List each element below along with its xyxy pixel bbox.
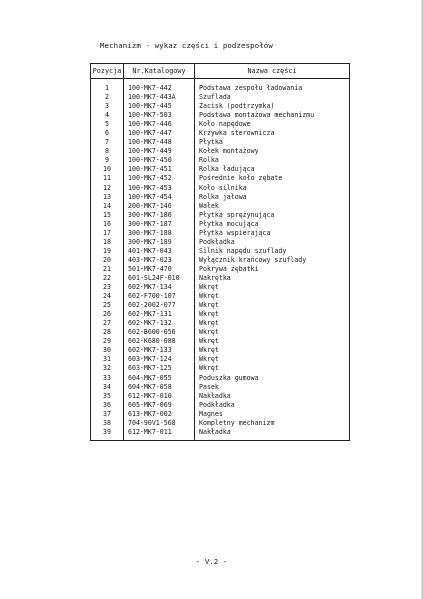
part-position: 28: [91, 328, 124, 337]
part-catalog-number: 300-MK7-189: [124, 238, 195, 247]
part-catalog-number: 612-MK7-011: [124, 428, 195, 441]
table-row: [91, 328, 350, 337]
part-catalog-number: 602-B600-056: [124, 328, 195, 337]
part-position: 7: [91, 138, 124, 147]
part-name: Podkładka: [195, 401, 350, 410]
part-position: 27: [91, 319, 124, 328]
part-catalog-number: 100-MK7-445: [124, 102, 195, 111]
part-position: 38: [91, 419, 124, 428]
part-name: Wkręt: [195, 364, 350, 373]
table-row: [91, 319, 350, 328]
part-catalog-number: 604-MK7-058: [124, 383, 195, 392]
table-row: [91, 410, 350, 419]
part-catalog-number: 100-MK7-448: [124, 138, 195, 147]
part-name: Wyłącznik krańcowy szuflady: [195, 256, 350, 265]
table-row: [91, 120, 350, 129]
column-header-name: Nazwa części: [195, 64, 350, 79]
part-name: Kołek montażowy: [195, 147, 350, 156]
part-name: Pasek: [195, 383, 350, 392]
part-position: 36: [91, 401, 124, 410]
part-position: 14: [91, 202, 124, 211]
part-position: 2: [91, 93, 124, 102]
part-catalog-number: 100-MK7-442: [124, 84, 195, 93]
table-row: [91, 165, 350, 174]
table-row: [91, 374, 350, 383]
part-position: 16: [91, 220, 124, 229]
part-catalog-number: 601-SL24F-010: [124, 274, 195, 283]
part-catalog-number: 603-MK7-124: [124, 355, 195, 364]
table-row: [91, 111, 350, 120]
part-name: Wkręt: [195, 328, 350, 337]
part-name: Rolka ładująca: [195, 165, 350, 174]
part-position: 5: [91, 120, 124, 129]
part-name: Koło napędowe: [195, 120, 350, 129]
part-catalog-number: 100-MK7-503: [124, 111, 195, 120]
part-catalog-number: 401-MK7-043: [124, 247, 195, 256]
part-catalog-number: 100-MK7-450: [124, 156, 195, 165]
table-row: [91, 229, 350, 238]
part-name: Podstawa zespołu ładowania: [195, 84, 350, 93]
part-catalog-number: 100-MK7-447: [124, 129, 195, 138]
part-position: 6: [91, 129, 124, 138]
part-position: 21: [91, 265, 124, 274]
part-catalog-number: 602-2002-077: [124, 301, 195, 310]
table-row: [91, 247, 350, 256]
table-row: [91, 383, 350, 392]
part-position: 34: [91, 383, 124, 392]
part-name: Szuflada: [195, 93, 350, 102]
table-row: [91, 174, 350, 183]
part-position: 32: [91, 364, 124, 373]
part-position: 35: [91, 392, 124, 401]
part-catalog-number: 602-F700-107: [124, 292, 195, 301]
table-row: [91, 138, 350, 147]
part-name: Wkręt: [195, 292, 350, 301]
part-name: Podkładka: [195, 238, 350, 247]
part-catalog-number: 100-MK7-453: [124, 184, 195, 193]
part-name: Wkręt: [195, 355, 350, 364]
part-position: 39: [91, 428, 124, 441]
part-catalog-number: 100-MK7-449: [124, 147, 195, 156]
parts-table: [90, 63, 350, 441]
table-row: [91, 428, 350, 441]
part-position: 29: [91, 337, 124, 346]
table-row: [91, 401, 350, 410]
part-catalog-number: 100-MK7-454: [124, 193, 195, 202]
part-name: Wkręt: [195, 283, 350, 292]
table-row: [91, 211, 350, 220]
part-name: Podstawa montażowa mechanizmu: [195, 111, 350, 120]
part-name: Rolka: [195, 156, 350, 165]
part-catalog-number: 704-90V1-568: [124, 419, 195, 428]
table-row: [91, 102, 350, 111]
part-name: Płytka: [195, 138, 350, 147]
part-position: 18: [91, 238, 124, 247]
table-row: [91, 292, 350, 301]
table-row: [91, 184, 350, 193]
part-position: 12: [91, 184, 124, 193]
table-row: [91, 93, 350, 102]
table-row: [91, 310, 350, 319]
part-name: Poduszka gumowa: [195, 374, 350, 383]
part-position: 17: [91, 229, 124, 238]
part-name: Wkręt: [195, 319, 350, 328]
column-header-position: Pozycja: [91, 64, 124, 79]
part-position: 33: [91, 374, 124, 383]
part-catalog-number: 200-MK7-146: [124, 202, 195, 211]
table-row: [91, 156, 350, 165]
part-position: 22: [91, 274, 124, 283]
part-catalog-number: 603-MK7-125: [124, 364, 195, 373]
table-row: [91, 392, 350, 401]
part-name: Wkręt: [195, 301, 350, 310]
part-name: Zacisk (podtrzymka): [195, 102, 350, 111]
table-row: [91, 193, 350, 202]
part-position: 37: [91, 410, 124, 419]
part-name: Silnik napędu szuflady: [195, 247, 350, 256]
part-name: Krzywka sterownicza: [195, 129, 350, 138]
part-catalog-number: 100-MK7-452: [124, 174, 195, 183]
part-catalog-number: 300-MK7-186: [124, 211, 195, 220]
table-row: [91, 301, 350, 310]
part-name: Pośrednie koło zębate: [195, 174, 350, 183]
part-position: 13: [91, 193, 124, 202]
page-number: - V.2 -: [195, 557, 228, 566]
part-position: 9: [91, 156, 124, 165]
part-position: 30: [91, 346, 124, 355]
part-name: Koło silnika: [195, 184, 350, 193]
table-row: [91, 364, 350, 373]
part-position: 31: [91, 355, 124, 364]
table-row: [91, 84, 350, 93]
part-name: Płytka sprężynująca: [195, 211, 350, 220]
column-header-catalog: Nr.Katalogowy: [124, 64, 195, 79]
part-position: 26: [91, 310, 124, 319]
part-name: Wałek: [195, 202, 350, 211]
part-name: Płytka mocująca: [195, 220, 350, 229]
table-header-row: [91, 64, 350, 79]
part-name: Wkręt: [195, 337, 350, 346]
part-position: 3: [91, 102, 124, 111]
part-catalog-number: 602-MK7-131: [124, 310, 195, 319]
part-name: Nakładka: [195, 392, 350, 401]
part-position: 24: [91, 292, 124, 301]
part-position: 15: [91, 211, 124, 220]
part-catalog-number: 403-MK7-023: [124, 256, 195, 265]
part-catalog-number: 604-MK7-055: [124, 374, 195, 383]
part-catalog-number: 300-MK7-188: [124, 229, 195, 238]
table-row: [91, 419, 350, 428]
part-catalog-number: 602-K680-088: [124, 337, 195, 346]
part-catalog-number: 501-MK7-470: [124, 265, 195, 274]
table-row: [91, 346, 350, 355]
part-catalog-number: 612-MK7-010: [124, 392, 195, 401]
part-name: Nakładka: [195, 428, 350, 441]
table-row: [91, 202, 350, 211]
part-catalog-number: 300-MK7-187: [124, 220, 195, 229]
part-name: Rolka jałowa: [195, 193, 350, 202]
part-catalog-number: 602-MK7-132: [124, 319, 195, 328]
part-position: 4: [91, 111, 124, 120]
part-position: 25: [91, 301, 124, 310]
part-catalog-number: 602-MK7-134: [124, 283, 195, 292]
table-row: [91, 147, 350, 156]
part-position: 20: [91, 256, 124, 265]
table-row: [91, 283, 350, 292]
table-row: [91, 238, 350, 247]
part-name: Pokrywa zębatki: [195, 265, 350, 274]
part-position: 11: [91, 174, 124, 183]
part-position: 23: [91, 283, 124, 292]
part-position: 1: [91, 84, 124, 93]
part-name: Płytka wspierająca: [195, 229, 350, 238]
part-name: Magnes: [195, 410, 350, 419]
part-position: 10: [91, 165, 124, 174]
part-catalog-number: 100-MK7-451: [124, 165, 195, 174]
part-catalog-number: 100-MK7-443A: [124, 93, 195, 102]
part-name: Nakrętka: [195, 274, 350, 283]
part-catalog-number: 605-MK7-069: [124, 401, 195, 410]
table-row: [91, 337, 350, 346]
part-catalog-number: 613-MK7-002: [124, 410, 195, 419]
parts-table-body: [91, 79, 350, 441]
part-catalog-number: 602-MK7-133: [124, 346, 195, 355]
part-name: Kompletny mechanizm: [195, 419, 350, 428]
part-position: 8: [91, 147, 124, 156]
table-row: [91, 355, 350, 364]
table-row: [91, 265, 350, 274]
table-row: [91, 256, 350, 265]
part-position: 19: [91, 247, 124, 256]
part-name: Wkręt: [195, 310, 350, 319]
document-title: Mechanizm - wykaz części i podzespołów: [100, 41, 273, 50]
table-row: [91, 129, 350, 138]
table-row: [91, 220, 350, 229]
part-name: Wkręt: [195, 346, 350, 355]
table-row: [91, 274, 350, 283]
part-catalog-number: 100-MK7-446: [124, 120, 195, 129]
